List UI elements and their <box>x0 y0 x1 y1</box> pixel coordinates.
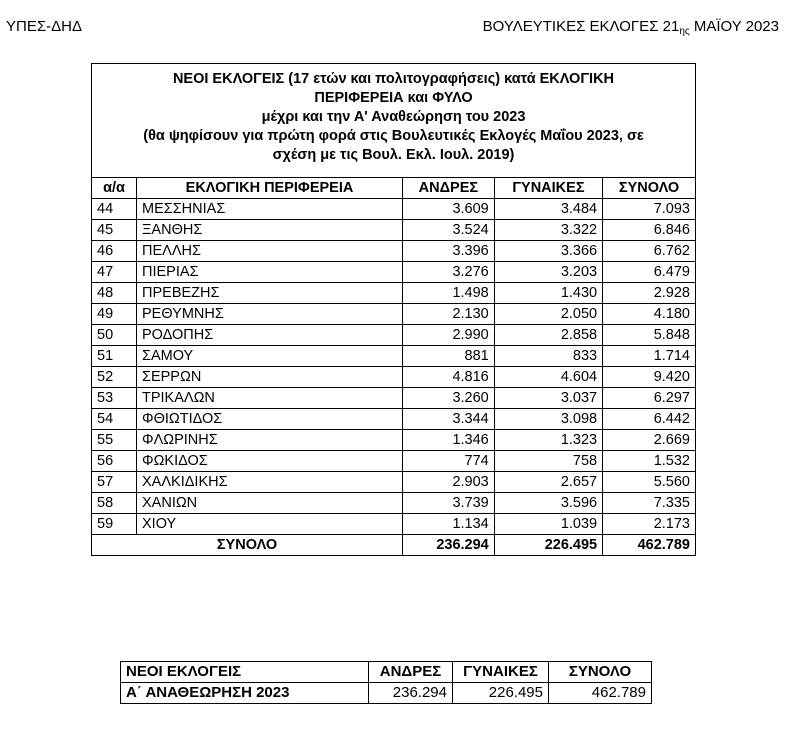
title-line-3: μέχρι και την Α' Αναθεώρηση του 2023 <box>261 109 526 125</box>
row-total: 6.846 <box>603 220 696 241</box>
row-aa: 54 <box>92 409 137 430</box>
row-women: 3.366 <box>494 241 602 262</box>
row-region: ΤΡΙΚΑΛΩΝ <box>137 388 403 409</box>
table-row <box>92 199 696 220</box>
summary-data-row <box>121 683 652 704</box>
table-row <box>92 304 696 325</box>
row-total: 5.560 <box>603 472 696 493</box>
row-men: 3.609 <box>403 199 495 220</box>
row-men: 1.134 <box>403 514 495 535</box>
title-line-2: ΠΕΡΙΦΕΡΕΙΑ και ΦΥΛΟ <box>314 90 473 106</box>
row-total: 5.848 <box>603 325 696 346</box>
row-women: 3.203 <box>494 262 602 283</box>
row-men: 774 <box>403 451 495 472</box>
row-region: ΣΕΡΡΩΝ <box>137 367 403 388</box>
title-line-4: (θα ψηφίσουν για πρώτη φορά στις Βουλευτικές Εκλογές Μαΐου 2023, σε <box>143 128 644 144</box>
table-row <box>92 241 696 262</box>
table-row <box>92 388 696 409</box>
row-aa: 56 <box>92 451 137 472</box>
col-header-men: ΑΝΔΡΕΣ <box>403 178 495 199</box>
row-men: 4.816 <box>403 367 495 388</box>
col-header-region: ΕΚΛΟΓΙΚΗ ΠΕΡΙΦΕΡΕΙΑ <box>137 178 403 199</box>
row-women: 2.657 <box>494 472 602 493</box>
table-row <box>92 325 696 346</box>
header-right-prefix: ΒΟΥΛΕΥΤΙΚΕΣ ΕΚΛΟΓΕΣ 21 <box>482 18 680 35</box>
row-region: ΜΕΣΣΗΝΙΑΣ <box>137 199 403 220</box>
col-header-women: ΓΥΝΑΙΚΕΣ <box>494 178 602 199</box>
row-men: 1.498 <box>403 283 495 304</box>
row-region: ΠΙΕΡΙΑΣ <box>137 262 403 283</box>
total-label: ΣΥΝΟΛΟ <box>92 535 403 556</box>
row-women: 2.858 <box>494 325 602 346</box>
row-aa: 52 <box>92 367 137 388</box>
row-region: ΠΕΛΛΗΣ <box>137 241 403 262</box>
row-aa: 51 <box>92 346 137 367</box>
table-row <box>92 283 696 304</box>
row-aa: 53 <box>92 388 137 409</box>
row-region: ΡΟΔΟΠΗΣ <box>137 325 403 346</box>
table-row <box>92 514 696 535</box>
row-aa: 57 <box>92 472 137 493</box>
row-women: 1.039 <box>494 514 602 535</box>
summary-row-total: 462.789 <box>549 683 652 704</box>
summary-row-men: 236.294 <box>369 683 453 704</box>
table-row <box>92 472 696 493</box>
row-total: 4.180 <box>603 304 696 325</box>
row-women: 1.323 <box>494 430 602 451</box>
row-men: 3.739 <box>403 493 495 514</box>
row-women: 2.050 <box>494 304 602 325</box>
row-aa: 45 <box>92 220 137 241</box>
title-line-1: ΝΕΟΙ ΕΚΛΟΓΕΙΣ (17 ετών και πολιτογραφήσεις) κατά ΕΚΛΟΓΙΚΗ <box>172 71 615 87</box>
row-total: 2.669 <box>603 430 696 451</box>
header-right-election <box>483 18 779 37</box>
row-men: 2.130 <box>403 304 495 325</box>
row-aa: 46 <box>92 241 137 262</box>
table-row <box>92 409 696 430</box>
row-aa: 58 <box>92 493 137 514</box>
title-row <box>92 64 696 178</box>
summary-row-label: Α΄ ΑΝΑΘΕΩΡΗΣΗ 2023 <box>121 683 369 704</box>
header-right-ordinal: ης <box>679 26 690 37</box>
summary-col-total: ΣΥΝΟΛΟ <box>549 662 652 683</box>
row-women: 3.484 <box>494 199 602 220</box>
row-men: 3.276 <box>403 262 495 283</box>
header-right-suffix: ΜΑΪΟΥ 2023 <box>689 18 779 35</box>
header-left-agency: ΥΠΕΣ-ΔΗΔ <box>6 18 82 35</box>
row-women: 833 <box>494 346 602 367</box>
row-aa: 47 <box>92 262 137 283</box>
table-title <box>92 64 696 178</box>
row-region: ΦΘΙΩΤΙΔΟΣ <box>137 409 403 430</box>
row-men: 1.346 <box>403 430 495 451</box>
row-region: ΦΛΩΡΙΝΗΣ <box>137 430 403 451</box>
row-aa: 55 <box>92 430 137 451</box>
row-men: 3.260 <box>403 388 495 409</box>
table-row <box>92 220 696 241</box>
row-total: 6.479 <box>603 262 696 283</box>
row-region: ΞΑΝΘΗΣ <box>137 220 403 241</box>
row-region: ΧΑΝΙΩΝ <box>137 493 403 514</box>
column-header-row <box>92 178 696 199</box>
row-total: 1.532 <box>603 451 696 472</box>
row-total: 6.762 <box>603 241 696 262</box>
title-line-5: σχέση με τις Βουλ. Εκλ. Ιουλ. 2019) <box>272 147 515 163</box>
row-region: ΡΕΘΥΜΝΗΣ <box>137 304 403 325</box>
new-voters-table <box>91 63 696 556</box>
table-row <box>92 367 696 388</box>
row-region: ΦΩΚΙΔΟΣ <box>137 451 403 472</box>
row-men: 881 <box>403 346 495 367</box>
summary-table <box>120 661 652 704</box>
summary-col-men: ΑΝΔΡΕΣ <box>369 662 453 683</box>
row-aa: 50 <box>92 325 137 346</box>
row-total: 1.714 <box>603 346 696 367</box>
summary-col-label: ΝΕΟΙ ΕΚΛΟΓΕΙΣ <box>121 662 369 683</box>
row-men: 3.524 <box>403 220 495 241</box>
row-aa: 49 <box>92 304 137 325</box>
col-header-total: ΣΥΝΟΛΟ <box>603 178 696 199</box>
row-men: 2.903 <box>403 472 495 493</box>
row-women: 3.037 <box>494 388 602 409</box>
total-men: 236.294 <box>403 535 495 556</box>
row-region: ΧΙΟΥ <box>137 514 403 535</box>
total-row <box>92 535 696 556</box>
row-women: 3.322 <box>494 220 602 241</box>
row-men: 3.344 <box>403 409 495 430</box>
row-aa: 44 <box>92 199 137 220</box>
row-total: 6.297 <box>603 388 696 409</box>
row-total: 6.442 <box>603 409 696 430</box>
total-sum: 462.789 <box>603 535 696 556</box>
row-region: ΣΑΜΟΥ <box>137 346 403 367</box>
row-men: 3.396 <box>403 241 495 262</box>
row-women: 3.596 <box>494 493 602 514</box>
table-row <box>92 430 696 451</box>
row-total: 2.928 <box>603 283 696 304</box>
col-header-aa: α/α <box>92 178 137 199</box>
row-men: 2.990 <box>403 325 495 346</box>
row-region: ΠΡΕΒΕΖΗΣ <box>137 283 403 304</box>
row-aa: 48 <box>92 283 137 304</box>
row-total: 9.420 <box>603 367 696 388</box>
table-row <box>92 346 696 367</box>
summary-col-women: ΓΥΝΑΙΚΕΣ <box>453 662 549 683</box>
row-region: ΧΑΛΚΙΔΙΚΗΣ <box>137 472 403 493</box>
row-total: 7.335 <box>603 493 696 514</box>
row-women: 1.430 <box>494 283 602 304</box>
total-women: 226.495 <box>494 535 602 556</box>
row-aa: 59 <box>92 514 137 535</box>
summary-row-women: 226.495 <box>453 683 549 704</box>
row-women: 4.604 <box>494 367 602 388</box>
table-body <box>92 199 696 535</box>
table-row <box>92 493 696 514</box>
summary-header-row <box>121 662 652 683</box>
row-women: 3.098 <box>494 409 602 430</box>
row-total: 7.093 <box>603 199 696 220</box>
table-row <box>92 262 696 283</box>
row-total: 2.173 <box>603 514 696 535</box>
table-row <box>92 451 696 472</box>
row-women: 758 <box>494 451 602 472</box>
